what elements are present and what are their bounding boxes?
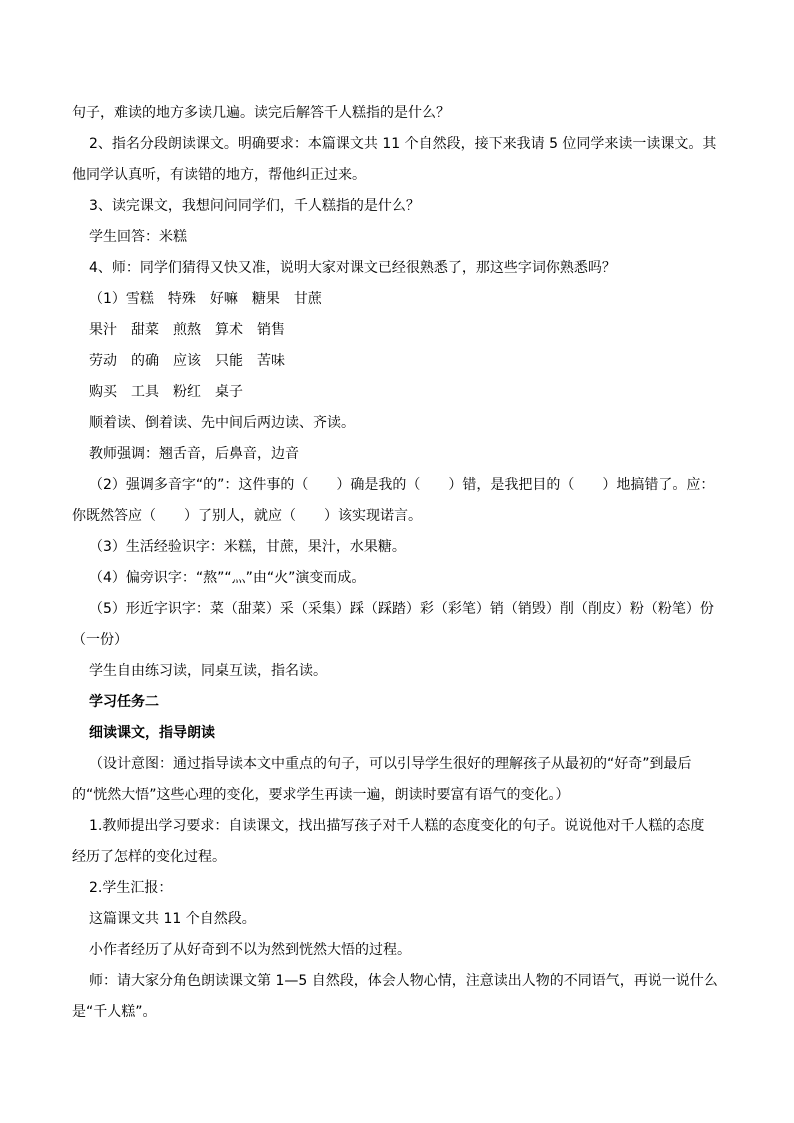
text-line: 经历了怎样的变化过程。 (72, 849, 226, 865)
text-line: 的“恍然大悟”这些心理的变化，要求学生再读一遍，朗读时要富有语气的变化。） (72, 787, 570, 803)
text-line: （2）强调多音字“的”：这件事的（ ）确是我的（ ）错，是我把目的（ ）地搞错了。应： (89, 477, 715, 493)
text-line: 教师强调：翘舌音，后鼻音，边音 (89, 446, 299, 462)
text-line: 2.学生汇报： (89, 880, 173, 896)
text-line: 学生回答：米糕 (89, 229, 187, 245)
text-line: 顺着读、倒着读、先中间后两边读、齐读。 (89, 415, 355, 431)
text-line: 劳动 的确 应该 只能 苦味 (89, 353, 285, 369)
text-line: （1）雪糕 特殊 好嘛 糖果 甘蔗 (89, 291, 322, 307)
text-line: 1.教师提出学习要求：自读课文，找出描写孩子对千人糕的态度变化的句子。说说他对千人糕的态度 (89, 818, 705, 834)
text-line: （一份） (72, 632, 128, 648)
text-line: 师：请大家分角色朗读课文第 1—5 自然段，体会人物心情，注意读出人物的不同语气，再说一说什么 (89, 973, 718, 989)
text-line: （3）生活经验识字：米糕，甘蔗，果汁，水果糖。 (89, 539, 406, 555)
text-line: 果汁 甜菜 煎熬 算术 销售 (89, 322, 285, 338)
text-line: （5）形近字识字：菜（甜菜）采（采集）踩（踩踏）彩（彩笔）销（销毁）削（削皮）粉（粉笔）份 (89, 601, 714, 617)
text-line: 你既然答应（ ）了别人，就应（ ）该实现诺言。 (72, 508, 422, 524)
text-line: （4）偏旁识字：“熬”“灬”由“火”演变而成。 (89, 570, 366, 586)
text-line: 3、读完课文，我想问问同学们，千人糕指的是什么？ (89, 198, 420, 214)
text-line: 句子，难读的地方多读几遍。读完后解答千人糕指的是什么？ (72, 105, 450, 121)
text-line: 学生自由练习读，同桌互读，指名读。 (89, 663, 327, 679)
text-line: 是“千人糕”。 (72, 1004, 157, 1020)
text-line: （设计意图：通过指导读本文中重点的句子，可以引导学生很好的理解孩子从最初的“好奇”到最后 (89, 756, 692, 772)
section-subheading: 细读课文，指导朗读 (89, 725, 215, 741)
text-line: 4、师：同学们猜得又快又准，说明大家对课文已经很熟悉了，那这些字词你熟悉吗？ (89, 260, 616, 276)
text-line: 这篇课文共 11 个自然段。 (89, 911, 256, 927)
text-line: 小作者经历了从好奇到不以为然到恍然大悟的过程。 (89, 942, 411, 958)
text-line: 他同学认真听，有读错的地方，帮他纠正过来。 (72, 167, 366, 183)
text-line: 2、指名分段朗读课文。明确要求：本篇课文共 11 个自然段，接下来我请 5 位同学来读一读课文。其 (89, 136, 717, 152)
section-heading: 学习任务二 (89, 694, 159, 710)
text-line: 购买 工具 粉红 桌子 (89, 384, 243, 400)
